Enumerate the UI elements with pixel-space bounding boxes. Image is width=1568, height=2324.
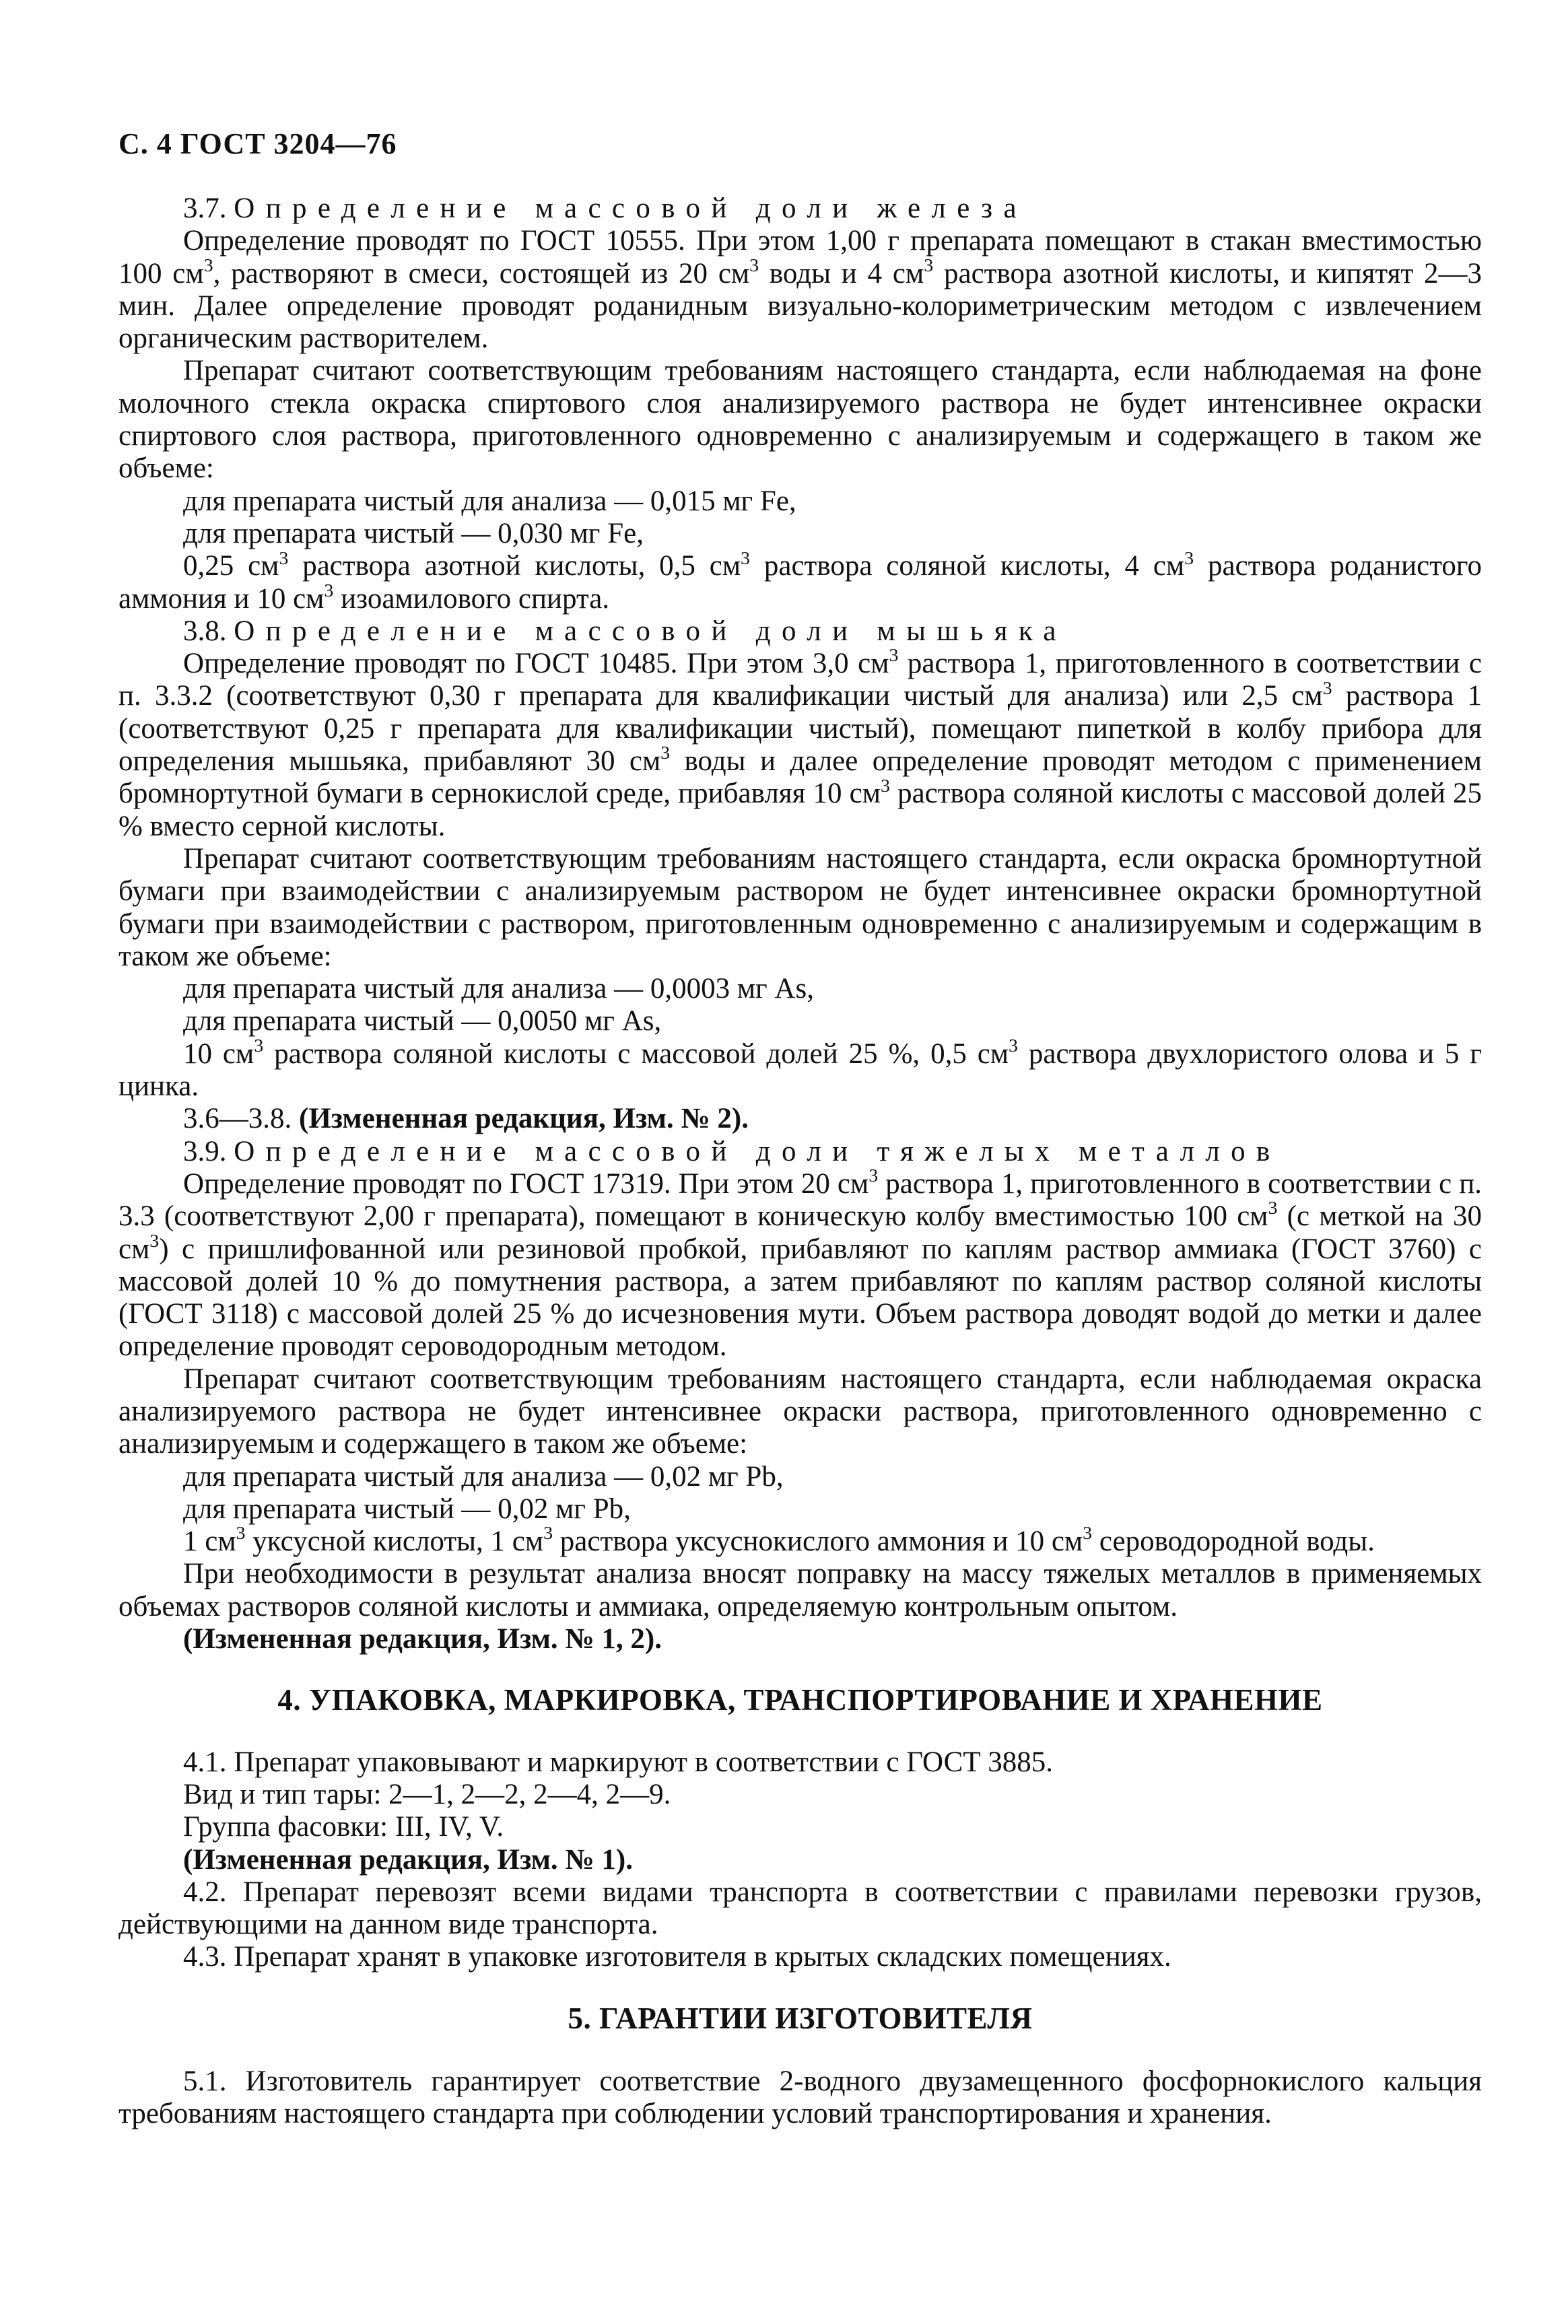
paragraph: При необходимости в результат анализа вносят поправку на массу тяжелых металлов в применяемых объемах растворов соляной кислоты и аммиака, определяемую контрольным опытом. xyxy=(118,1558,1482,1622)
paragraph: Вид и тип тары: 2—1, 2—2, 2—4, 2—9. xyxy=(183,1778,671,1810)
section-number: 3.7. xyxy=(183,193,234,224)
paragraph: Определение проводят по ГОСТ 10555. При этом 1,00 г препарата помещают в стакан вместимостью 100 $см^3$, растворяют в смеси, состоящей из 20 $см^3$ воды и 4 $см^3$ раствора азотной кислоты, и кипятят 2—3 мин. Далее определение проводят роданидным визуально-колориметрическим методом с извлечением органическим растворителем. xyxy=(118,225,1482,355)
paragraph: 10 $см^3$ раствора соляной кислоты с массовой долей 25 %, 0,5 $см^3$ раствора двухлористого олова и 5 г цинка. xyxy=(118,1035,1482,1103)
list-item: для препарата чистый — 0,030 мг Fe, xyxy=(183,517,644,549)
paragraph: 4.3. Препарат хранят в упаковке изготовителя в крытых складских помещениях. xyxy=(183,1941,1171,1973)
section-3-9-heading xyxy=(118,1136,1482,1168)
list-item: для препарата чистый — 0,02 мг Pb, xyxy=(183,1493,631,1525)
amendment-text: (Измененная редакция, Изм. № 2). xyxy=(299,1103,749,1135)
list-item: 1 $см^3$ уксусной кислоты, 1 $см^3$ раствора уксуснокислого аммония и 10 $см^3$ сероводородной воды. xyxy=(183,1523,1375,1558)
page-header: С. 4 ГОСТ 3204—76 xyxy=(118,127,397,160)
amendment-note xyxy=(118,1103,1482,1135)
section-4-heading: 4. УПАКОВКА, МАРКИРОВКА, ТРАНСПОРТИРОВАНИЕ И ХРАНЕНИЕ xyxy=(277,1683,1323,1717)
section-3-8-heading xyxy=(118,615,1482,648)
list-item: для препарата чистый для анализа — 0,02 мг Pb, xyxy=(183,1460,784,1493)
amendment-note: (Измененная редакция, Изм. № 1, 2). xyxy=(183,1623,662,1655)
section-title: Определение массовой доли железа xyxy=(234,193,1027,224)
paragraph: 4.2. Препарат перевозят всеми видами транспорта в соответствии с правилами перевозки грузов, действующими на данном виде транспорта. xyxy=(118,1876,1482,1941)
paragraph: 5.1. Изготовитель гарантирует соответствие 2-водного двузамещенного фосфорнокислого кальция требованиям настоящего стандарта при соблюдении условий транспортирования и хранения. xyxy=(118,2065,1482,2130)
paragraph: 0,25 $см^3$ раствора азотной кислоты, 0,5 $см^3$ раствора соляной кислоты, 4 $см^3$ раствора роданистого аммония и 10 $см^3$ изоамилового спирта. xyxy=(118,547,1482,615)
list-item: для препарата чистый для анализа — 0,0003 мг As, xyxy=(183,973,814,1005)
paragraph: 4.1. Препарат упаковывают и маркируют в соответствии с ГОСТ 3885. xyxy=(183,1746,1054,1778)
list-item: для препарата чистый — 0,0050 мг As, xyxy=(183,1005,662,1037)
section-title: Определение массовой доли мышьяка xyxy=(234,615,1067,647)
paragraph: Группа фасовки: III, IV, V. xyxy=(183,1811,504,1843)
amendment-prefix: 3.6—3.8. xyxy=(183,1103,299,1135)
paragraph: Препарат считают соответствующим требованиям настоящего стандарта, если наблюдаемая на фоне молочного стекла окраска спиртового слоя анализируемого раствора не будет интенсивнее окраски спиртового слоя раствора, приготовленного одновременно с анализируемым и содержащего в таком же объеме: xyxy=(118,355,1482,485)
document-body xyxy=(118,193,1482,2131)
section-number: 3.8. xyxy=(183,615,234,647)
section-title: Определение массовой доли тяжелых металлов xyxy=(234,1135,1281,1167)
section-5-heading: 5. ГАРАНТИИ ИЗГОТОВИТЕЛЯ xyxy=(568,2001,1033,2035)
section-number: 3.9. xyxy=(183,1135,234,1167)
amendment-note: (Измененная редакция, Изм. № 1). xyxy=(183,1843,633,1876)
section-3-7-heading xyxy=(118,193,1482,225)
paragraph: Препарат считают соответствующим требованиям настоящего стандарта, если окраска бромнортутной бумаги при взаимодействии с анализируемым раствором не будет интенсивнее окраски бромнортутной бумаги при взаимодействии с раствором, приготовленным одновременно с анализируемым и содержащим в таком же объеме: xyxy=(118,842,1482,972)
paragraph: Препарат считают соответствующим требованиям настоящего стандарта, если наблюдаемая окраска анализируемого раствора не будет интенсивнее окраски раствора, приготовленного одновременно с анализируемым и содержащего в таком же объеме: xyxy=(118,1363,1482,1460)
list-item: для препарата чистый для анализа — 0,015 мг Fe, xyxy=(183,485,796,517)
paragraph: Определение проводят по ГОСТ 17319. При этом 20 $см^3$ раствора 1, приготовленного в соответствии с п. 3.3 (соответствуют 2,00 г препарата), помещают в коническую колбу вместимостью 100 $см^3$ (с меткой на 30 $см^3$) с пришлифованной или резиновой пробкой, прибавляют по каплям раствор аммиака (ГОСТ 3760) с массовой долей 10 % до помутнения раствора, а затем прибавляют по каплям раствор соляной кислоты (ГОСТ 3118) с массовой долей 25 % до исчезновения мути. Объем раствора доводят водой до метки и далее определение проводят сероводородным методом. xyxy=(118,1165,1482,1363)
paragraph: Определение проводят по ГОСТ 10485. При этом 3,0 $см^3$ раствора 1, приготовленного в соответствии с п. 3.3.2 (соответствуют 0,30 г препарата для квалификации чистый для анализа) или 2,5 $см^3$ раствора 1 (соответствуют 0,25 г препарата для квалификации чистый), помещают пипеткой в колбу прибора для определения мышьяка, прибавляют 30 $см^3$ воды и далее определение проводят методом с применением бромнортутной бумаги в сернокислой среде, прибавляя 10 $см^3$ раствора соляной кислоты с массовой долей 25 % вместо серной кислоты. xyxy=(118,645,1482,842)
